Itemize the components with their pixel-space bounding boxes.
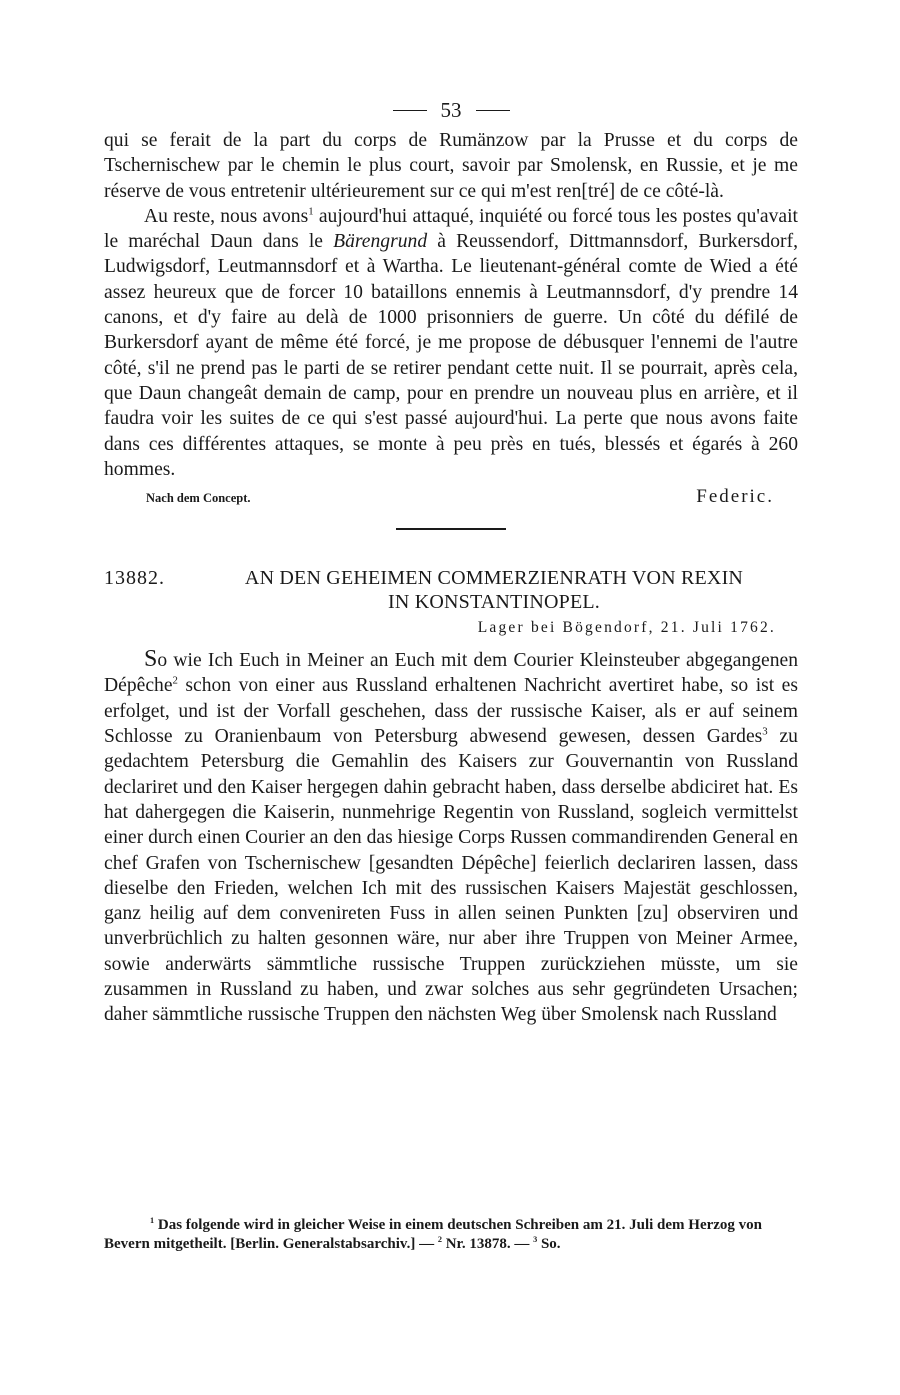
footnote-mark-2: 2	[437, 1235, 442, 1244]
dateline: Lager bei Bögendorf, 21. Juli 1762.	[477, 619, 776, 637]
header-rule-right	[476, 110, 510, 111]
paragraph-2-pre: aujourd'hui attaqué, inquiété ou forcé tous les postes qu'avait le maréchal Daun dans le	[104, 205, 798, 253]
body-text-c: zu gedachtem Petersburg die Gemahlin des Kaisers zur Gouvernantin von Russland declariret und den Kaiser hergegen dahin gebracht haben, dass derselbe abdiciret hat. Es hat dahergegen die Kaiserin, nunmehrige Regentin von Russland, sogleich vermittelst einer durch einen Courier an den das hiesige Corps Russen commandirenden General en chef Grafen von Tschernischew [gesandten Dépêche] feierlich declariren lassen, dass dieselbe den Frieden, welchen Ich mit des russischen Kaisers Majestät geschlossen, ganz heilig auf dem convenireten Fuss in allen seinen Punkten [zu] observiren und unverbrüchlich zu halten gesonnen wäre, nur aber ihre Truppen von Meiner Armee, sowie anderwärts sämmtliche russische Truppen zurückziehen müsste, um sie zusammen in Russland zu haben, und zwar solches aus sehr gegründeten Ursachen; daher sämmtliche russische Truppen den nächsten Weg über Smolensk nach Russland	[104, 726, 798, 1026]
document-number: 13882.	[104, 567, 165, 590]
section-divider	[396, 528, 506, 530]
footnote-ref-3: 3	[762, 725, 768, 738]
footnote-text-2: Nr. 13878. —	[441, 1236, 534, 1252]
footnote-mark-1: 1	[150, 1216, 155, 1225]
signature: Federic.	[696, 486, 774, 508]
document-title	[190, 566, 798, 614]
source-note: Nach dem Concept.	[146, 491, 251, 506]
document-body	[104, 647, 798, 1027]
paragraph-2-start: Au reste, nous avons	[144, 205, 309, 227]
footnote-ref-1: 1	[308, 205, 314, 218]
document-heading	[104, 566, 798, 614]
initial-letter: S	[144, 646, 158, 673]
body-text-a: o wie Ich Euch in Meiner an Euch mit dem Courier Kleinsteuber abgegangenen Dépêche	[104, 650, 798, 697]
footnote-text-3: So.	[537, 1236, 561, 1252]
signature-line	[104, 486, 798, 508]
page-number: 53	[440, 97, 462, 122]
title-line-2: IN KONSTANTINOPEL.	[388, 591, 600, 614]
footnote-block	[104, 1216, 798, 1254]
letter-paragraph-1: qui se ferait de la part du corps de Rumänzow par la Prusse et du corps de Tschernischew par le chemin le plus court, savoir par Smolensk, en Russie, et je me réserve de vous entretenir ultérieurement sur ce qui m'est ren[tré] de ce côté-là.	[104, 130, 798, 202]
title-line-1: AN DEN GEHEIMEN COMMERZIENRATH VON REXIN	[244, 567, 744, 590]
body-text-b: schon von einer aus Russland erhaltenen Nachricht avertiret habe, so ist es erfolget, und ist der Vorfall geschehen, dass der russische Kaiser, als er auf seinem Schlosse zu Oranienbaum von Petersburg abwesend gewesen, dessen Gardes	[104, 675, 798, 748]
letter-paragraph-2	[104, 204, 798, 482]
footnote-mark-3: 3	[533, 1235, 538, 1244]
footnote-ref-2: 2	[172, 674, 178, 687]
page-header	[104, 92, 798, 128]
page	[104, 92, 798, 1028]
footnote-text-1: Das folgende wird in gleicher Weise in einem deutschen Schreiben am 21. Juli dem Herzog von Bevern mitgetheilt. [Berlin. Generalstabsarchiv.] —	[104, 1217, 763, 1252]
footnotes	[104, 1216, 798, 1254]
paragraph-2-rest: à Reussendorf, Dittmannsdorf, Burkersdorf, Ludwigsdorf, Leutmannsdorf et à Wartha. Le lieutenant-général comte de Wied a été assez heureux que de forcer 10 bataillons ennemis à Leutmannsdorf, d'y prendre 14 canons, et d'y faire au delà de 1000 prisonniers de guerre. Un côté du défilé de Burkersdorf ayant de même été forcé, je me propose de débusquer l'ennemi de l'autre côté, s'il ne prend pas le parti de se retirer pendant cette nuit. Il se pourrait, après cela, que Daun changeât demain de camp, pour en prendre un nouveau plus en arrière, et il faudra voir les suites de ce qui s'est passé aujourd'hui. La perte que nous avons faite dans ces différentes attaques, se monte à peu près en tués, blessés et égarés à 260 hommes.	[104, 231, 798, 480]
place-name-italic: Bärengrund	[333, 231, 428, 253]
header-rule-left	[393, 110, 427, 111]
